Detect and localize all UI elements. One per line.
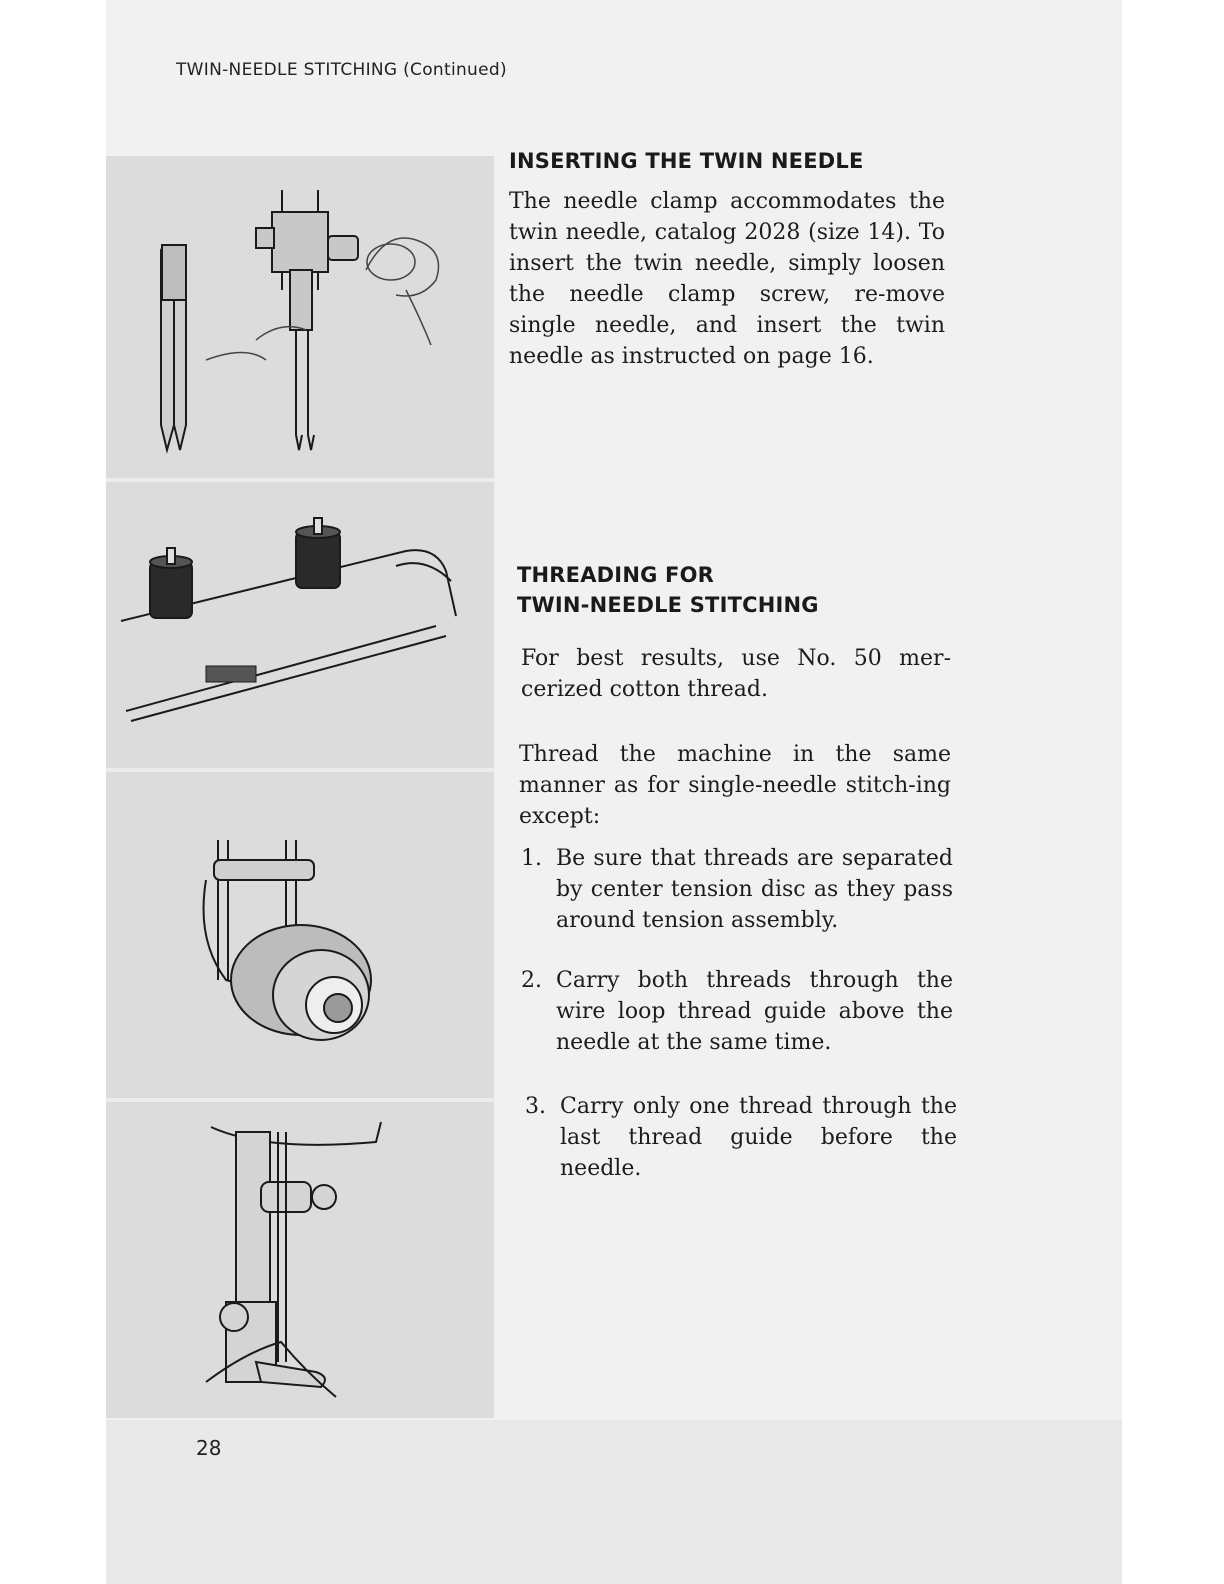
illustration-divider — [106, 478, 494, 482]
twin-needle-figure — [106, 170, 494, 470]
step-text: Carry only one thread through the last thread guide before the needle. — [560, 1094, 957, 1181]
spool-pins-figure — [106, 486, 494, 746]
page-number: 28 — [196, 1436, 222, 1460]
illustration-divider — [106, 1098, 494, 1102]
step-number: 3. — [525, 1094, 546, 1119]
step-number: 1. — [521, 846, 542, 871]
step-number: 2. — [521, 968, 542, 993]
illustration-divider — [106, 768, 494, 772]
tension-assembly-figure — [106, 820, 494, 1070]
thread-recommendation: For best results, use No. 50 mer-cerized cotton thread. — [521, 646, 951, 702]
presser-foot-figure — [106, 1112, 494, 1412]
step-text: Be sure that threads are separated by center tension disc as they pass around tension assembly. — [556, 846, 953, 933]
section-heading-threading-line1: THREADING FOR — [517, 563, 715, 587]
section-heading-insert: INSERTING THE TWIN NEEDLE — [509, 149, 864, 173]
list-item — [521, 843, 953, 936]
insert-instructions: The needle clamp accommodates the twin needle, catalog 2028 (size 14). To insert the twin needle, simply loosen the needle clamp screw, re-move single needle, and insert the twin needle as instructed on page 16. — [509, 189, 945, 369]
running-head: TWIN-NEEDLE STITCHING (Continued) — [176, 60, 507, 80]
list-item — [525, 1091, 957, 1184]
list-item — [521, 965, 953, 1058]
section-heading-threading-line2: TWIN-NEEDLE STITCHING — [517, 593, 819, 617]
threading-intro: Thread the machine in the same manner as for single-needle stitch-ing except: — [519, 742, 951, 829]
step-text: Carry both threads through the wire loop thread guide above the needle at the same time. — [556, 968, 953, 1055]
page-bottom-tint — [106, 1420, 1122, 1584]
